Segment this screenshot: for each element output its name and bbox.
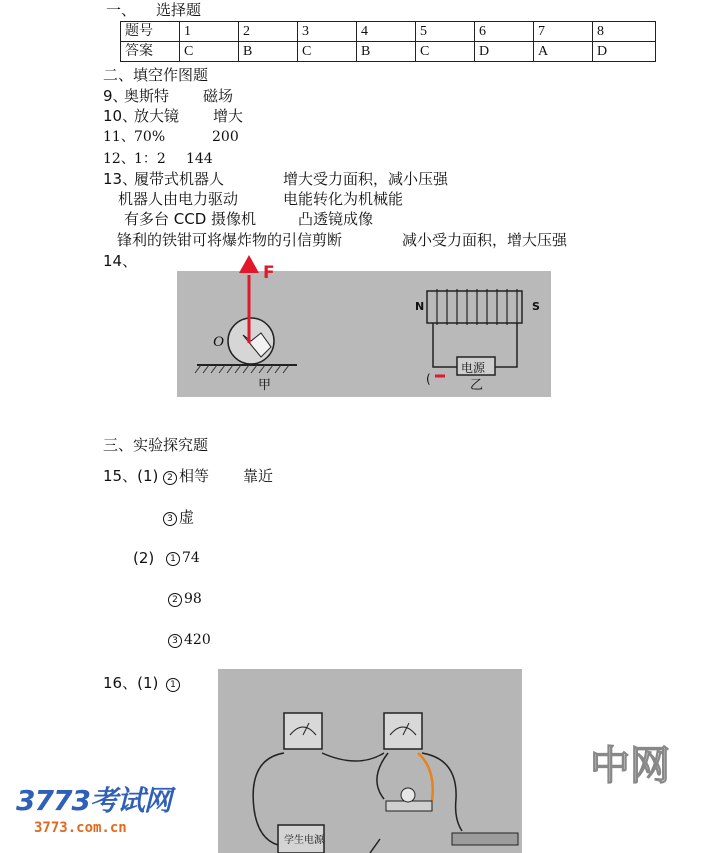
figure-caption-right: 乙 (470, 378, 484, 393)
q15-p1-c-text: 虚 (179, 508, 195, 526)
q14-number: 14、 (103, 252, 138, 270)
q9-answer-a: 奥斯特 (124, 87, 170, 105)
q11-answer-a: 70% (134, 129, 166, 145)
table-cell: A (534, 42, 593, 62)
q10-answer-a: 放大镜 (134, 107, 180, 125)
q13-row1-a: 履带式机器人 (134, 170, 225, 188)
q15-p2-b-text: 98 (184, 591, 202, 607)
circled-number-icon: 3 (168, 634, 182, 648)
watermark-url: 3773.com.cn (34, 820, 127, 836)
q10-answer-b: 增大 (213, 107, 244, 125)
table-cell: 4 (357, 22, 416, 42)
circled-number-icon: 2 (163, 471, 177, 485)
q15-p1-a-text: 相等 (179, 467, 210, 485)
q10-number: 10、 (103, 107, 138, 125)
table-header-label: 题号 (121, 22, 180, 42)
q16-mark (166, 674, 182, 692)
table-cell: D (593, 42, 656, 62)
q15-p1-a (163, 467, 209, 485)
answer-table-header-row (121, 22, 656, 42)
section1-number: 一、 (106, 1, 137, 19)
q15-p2-b (168, 590, 202, 608)
table-cell: D (475, 42, 534, 62)
q13-row2-a: 机器人由电力驱动 (118, 190, 239, 208)
circled-number-icon: 1 (166, 552, 180, 566)
circled-number-icon: 2 (168, 593, 182, 607)
q15-p2-c (168, 631, 211, 649)
q15-p2-c-text: 420 (184, 632, 211, 648)
force-arrowhead (237, 253, 261, 275)
q13-row2-b: 电能转化为机械能 (283, 190, 404, 208)
circled-number-icon: 3 (163, 512, 177, 526)
q15-number: 15、(1) (103, 467, 159, 485)
power-supply-label: 学生电源 (284, 835, 324, 846)
table-cell: 1 (180, 22, 239, 42)
table-cell: 5 (416, 22, 475, 42)
q16-figure (218, 669, 522, 853)
q12-answer-a: 1：2 (134, 151, 166, 167)
q11-answer-b: 200 (212, 129, 239, 145)
q12-answer-b: 144 (186, 151, 213, 167)
table-cell: B (239, 42, 298, 62)
q9-number: 9、 (103, 87, 128, 105)
section1-title: 选择题 (156, 1, 202, 19)
q16-figure-drawing (218, 669, 522, 853)
watermark-logo: 3773考试网 (16, 784, 171, 817)
q13-row4-b: 减小受力面积，增大压强 (402, 231, 568, 249)
q12-number: 12、 (103, 151, 135, 167)
q13-number: 13、 (103, 170, 138, 188)
watermark-right: 中网 (590, 743, 670, 789)
q13-row4-a: 锋利的铁钳可将爆炸物的引信剪断 (117, 231, 343, 249)
table-cell: 3 (298, 22, 357, 42)
answer-table-answer-row (121, 42, 656, 62)
table-answer-label: 答案 (121, 42, 180, 62)
table-cell: C (416, 42, 475, 62)
q13-row1-b: 增大受力面积，减小压强 (283, 170, 449, 188)
q15-p2-a-text: 74 (182, 550, 200, 566)
table-cell: C (180, 42, 239, 62)
circled-number-icon: 1 (166, 678, 180, 692)
pole-n-label: N (415, 300, 425, 313)
table-cell: 7 (534, 22, 593, 42)
q15-p1-b: 靠近 (243, 467, 274, 485)
answer-table (120, 21, 656, 62)
pole-s-label: S (532, 300, 540, 313)
table-cell: C (298, 42, 357, 62)
q11-number: 11、 (103, 129, 135, 145)
q9-answer-b: 磁场 (203, 87, 234, 105)
q14-figure (177, 271, 551, 397)
figure-caption-left: 甲 (258, 378, 272, 393)
q15-p1-c (163, 508, 194, 526)
table-cell: 8 (593, 22, 656, 42)
pivot-label: O (213, 334, 224, 350)
table-cell: B (357, 42, 416, 62)
q13-row3-a: 有多台 CCD 摄像机 (124, 210, 257, 228)
q16-number: 16、(1) (103, 674, 159, 692)
q14-figure-drawing (177, 271, 551, 397)
force-label: F (263, 263, 275, 283)
section2-title: 二、填空作图题 (103, 66, 209, 84)
section3-title: 三、实验探究题 (103, 436, 209, 454)
q13-row3-b: 凸透镜成像 (298, 210, 374, 228)
table-cell: 2 (239, 22, 298, 42)
table-cell: 6 (475, 22, 534, 42)
minus-bracket-label: ( (426, 372, 431, 386)
power-source-label: 电源 (461, 361, 486, 375)
q15-p2-a (166, 549, 200, 567)
q15-part2-label: (2) (133, 549, 155, 567)
